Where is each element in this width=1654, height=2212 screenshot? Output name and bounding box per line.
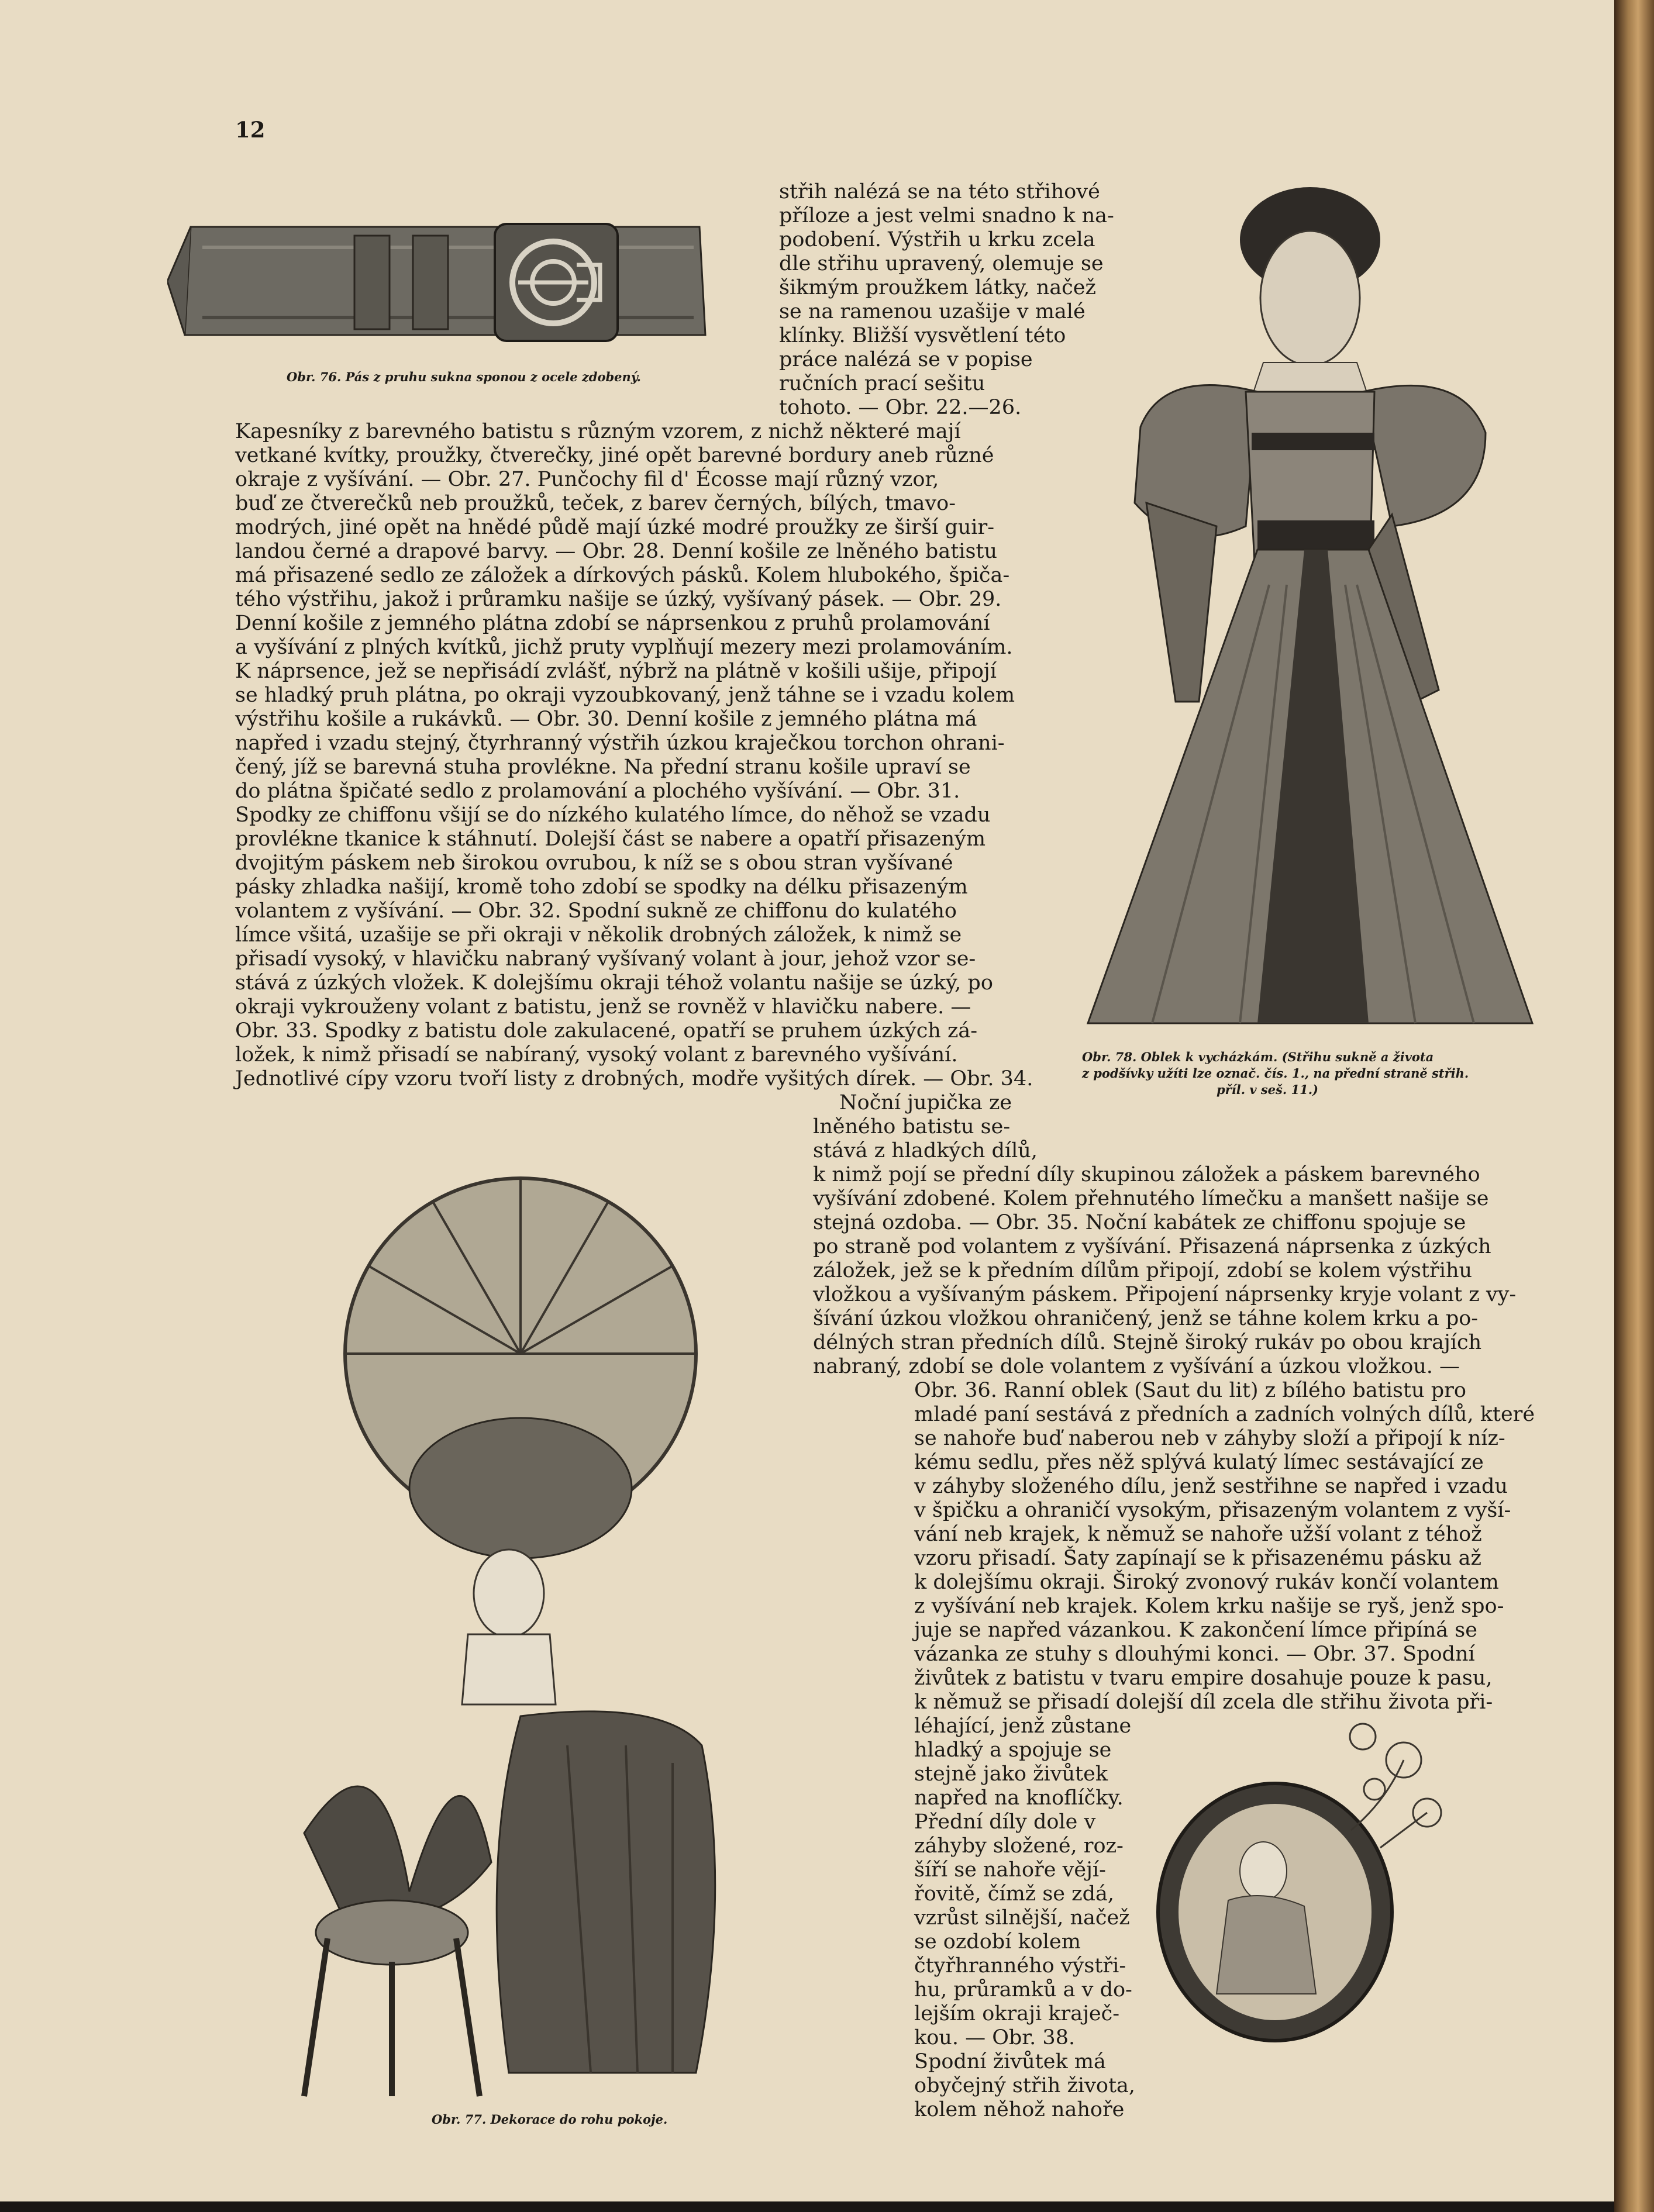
text-line: K náprsence, jež se nepřisádí zvlášť, nýbrž na plátně v košili ušije, připojí xyxy=(235,660,997,683)
text-line: k nimž pojí se přední díly skupinou záložek a páskem barevného xyxy=(813,1163,1480,1186)
text-line: ložek, k nimž přisadí se nabíraný, vysoký volant z barevného vyšívání. xyxy=(235,1043,958,1067)
text-line: délných stran předních dílů. Stejně široký rukáv po obou krajích xyxy=(813,1331,1482,1354)
text-line: volantem z vyšívání. — Obr. 32. Spodní sukně ze chiffonu do kulatého xyxy=(235,899,957,923)
text-line: Obr. 33. Spodky z batistu dole zakulacené, opatří se pruhem úzkých zá- xyxy=(235,1019,978,1043)
text-line: okraji vykrouženy volant z batistu, jenž se rovněž v hlavičku nabere. — xyxy=(235,995,971,1019)
caption-fig-78-line-1: Obr. 78. Oblek k vycházkám. (Střihu sukně a života xyxy=(1082,1050,1434,1064)
text-line: Přední díly dole v xyxy=(914,1810,1096,1834)
text-line: Obr. 36. Ranní oblek (Saut du lit) z bílého batistu pro xyxy=(914,1379,1466,1402)
text-line: pásky zhladka našijí, kromě toho zdobí se spodky na délku přisazeným xyxy=(235,875,968,899)
text-line: dvojitým páskem neb širokou ovrubou, k níž se s obou stran vyšívané xyxy=(235,851,953,875)
floral-vignette-illustration xyxy=(1129,1719,1456,2058)
text-line: kému sedlu, přes něž splývá kulatý límec sestávající ze xyxy=(914,1451,1484,1474)
text-line: léhající, jenž zůstane xyxy=(914,1714,1132,1738)
text-line: hu, průramků a v do- xyxy=(914,1978,1132,2002)
text-line: vzoru přisadí. Šaty zapínají se k přisazenému pásku až xyxy=(914,1547,1481,1570)
text-line: Spodní živůtek má xyxy=(914,2050,1106,2073)
text-line: buď ze čtverečků neb proužků, teček, z barev černých, bílých, tmavo- xyxy=(235,492,956,515)
text-line: modrých, jiné opět na hnědé půdě mají úzké modré proužky ze širší guir- xyxy=(235,516,995,539)
text-line: Noční jupička ze xyxy=(839,1091,1012,1114)
caption-fig-78-line-2: z podšívky užíti lze označ. čís. 1., na přední straně střih. xyxy=(1082,1066,1469,1081)
text-line: klínky. Bližší vysvětlení této xyxy=(779,324,1066,347)
text-line: v záhyby složeného dílu, jenž sestřihne se napřed i vzadu xyxy=(914,1475,1508,1498)
text-line: příloze a jest velmi snadno k na- xyxy=(779,204,1114,227)
text-line: výstřihu košile a rukávků. — Obr. 30. Denní košile z jemného plátna má xyxy=(235,708,977,731)
text-line: šívání úzkou vložkou ohraničený, jenž se táhne kolem krku a po- xyxy=(813,1307,1479,1330)
text-line: se nahoře buď naberou neb v záhyby složí a připojí k níz- xyxy=(914,1427,1505,1450)
text-line: Spodky ze chiffonu všijí se do nízkého kulatého límce, do něhož se vzadu xyxy=(235,803,991,827)
room-decoration-illustration xyxy=(216,1161,801,2111)
text-line: střih nalézá se na této střihové xyxy=(779,180,1100,203)
walking-dress-illustration xyxy=(1064,175,1544,1041)
text-line: se ozdobí kolem xyxy=(914,1930,1081,1954)
text-line: má přisazené sedlo ze záložek a dírkových pásků. Kolem hlubokého, špiča- xyxy=(235,564,1010,587)
text-line: záložek, jež se k předním dílům připojí, zdobí se kolem výstřihu xyxy=(813,1259,1473,1282)
text-line: landou černé a drapové barvy. — Obr. 28. Denní košile ze lněného batistu xyxy=(235,540,998,563)
text-line: hladký a spojuje se xyxy=(914,1738,1112,1762)
text-line: stejná ozdoba. — Obr. 35. Noční kabátek ze chiffonu spojuje se xyxy=(813,1211,1466,1234)
text-line: stává z úzkých vložek. K dolejšímu okraji téhož volantu našije se úzký, po xyxy=(235,971,993,995)
text-line: tého výstřihu, jakož i průramku našije se úzký, vyšívaný pásek. — Obr. 29. xyxy=(235,588,1002,611)
text-line: čený, jíž se barevná stuha provlékne. Na přední stranu košile upraví se xyxy=(235,755,971,779)
text-line: provlékne tkanice k stáhnutí. Dolejší část se nabere a opatří přisazeným xyxy=(235,827,986,851)
text-line: juje se napřed vázankou. K zakončení límce připíná se xyxy=(914,1619,1477,1642)
text-line: límce všitá, uzašije se při okraji v několik drobných záložek, k nimž se xyxy=(235,923,962,947)
text-line: napřed na knoflíčky. xyxy=(914,1786,1124,1810)
text-line: Kapesníky z barevného batistu s různým vzorem, z nichž některé mají xyxy=(235,420,961,443)
text-line: vzrůst silnější, načež xyxy=(914,1906,1130,1930)
text-line: k němuž se přisadí dolejší díl zcela dle střihu života při- xyxy=(914,1690,1493,1714)
binding-edge xyxy=(1614,0,1654,2212)
text-line: řovitě, čímž se zdá, xyxy=(914,1882,1114,1906)
page-number: 12 xyxy=(235,117,266,143)
text-line: kolem něhož nahoře xyxy=(914,2098,1125,2121)
text-line: stejně jako živůtek xyxy=(914,1762,1108,1786)
caption-fig-76: Obr. 76. Pás z pruhu sukna sponou z ocele zdobený. xyxy=(287,370,641,384)
text-line: živůtek z batistu v tvaru empire dosahuje pouze k pasu, xyxy=(914,1666,1493,1690)
caption-fig-78-line-3: příl. v seš. 11.) xyxy=(1217,1082,1318,1097)
text-line: lejším okraji kraječ- xyxy=(914,2002,1120,2025)
text-line: Jednotlivé cípy vzoru tvoří listy z drobných, modře vyšitých dírek. — Obr. 34. xyxy=(235,1067,1033,1091)
text-line: záhyby složené, roz- xyxy=(914,1834,1124,1858)
text-line: šikmým proužkem látky, načež xyxy=(779,276,1096,299)
text-line: vání neb krajek, k němuž se nahoře užší volant z téhož xyxy=(914,1523,1482,1546)
text-line: okraje z vyšívání. — Obr. 27. Punčochy fil d' Écosse mají různý vzor, xyxy=(235,468,939,491)
text-line: vetkané kvítky, proužky, čtverečky, jiné opět barevné bordury aneb různé xyxy=(235,444,994,467)
text-line: se na ramenou uzašije v malé xyxy=(779,300,1086,323)
text-line: lněného batistu se- xyxy=(813,1115,1011,1138)
caption-fig-77: Obr. 77. Dekorace do rohu pokoje. xyxy=(432,2112,668,2127)
text-line: napřed i vzadu stejný, čtyrhranný výstřih úzkou kraječkou torchon ohrani- xyxy=(235,731,1005,755)
text-line: Denní košile z jemného plátna zdobí se náprsenkou z pruhů prolamování xyxy=(235,612,990,635)
text-line: vyšívání zdobené. Kolem přehnutého límečku a manšett našije se xyxy=(813,1187,1489,1210)
text-line: stává z hladkých dílů, xyxy=(813,1139,1038,1162)
text-line: mladé paní sestává z předních a zadních volných dílů, které xyxy=(914,1403,1535,1426)
belt-illustration xyxy=(167,212,726,353)
text-line: nabraný, zdobí se dole volantem z vyšívání a úzkou vložkou. — xyxy=(813,1355,1460,1378)
scan-bottom-edge xyxy=(0,2201,1614,2212)
text-line: se hladký pruh plátna, po okraji vyzoubkovaný, jenž táhne se i vzadu kolem xyxy=(235,684,1015,707)
text-line: obyčejný střih života, xyxy=(914,2074,1136,2097)
text-line: dle střihu upravený, olemuje se xyxy=(779,252,1104,275)
text-line: z vyšívání neb krajek. Kolem krku našije se ryš, jenž spo- xyxy=(914,1595,1504,1618)
text-line: k dolejšímu okraji. Široký zvonový rukáv končí volantem xyxy=(914,1571,1499,1594)
text-line: ručních prací sešitu xyxy=(779,372,985,395)
text-line: vložkou a vyšívaným páskem. Připojení náprsenky kryje volant z vy- xyxy=(813,1283,1517,1306)
text-line: přisadí vysoký, v hlavičku nabraný vyšívaný volant à jour, jehož vzor se- xyxy=(235,947,976,971)
text-line: šíří se nahoře vějí- xyxy=(914,1858,1106,1882)
text-line: v špičku a ohraničí vysokým, přisazeným volantem z vyší- xyxy=(914,1499,1511,1522)
text-line: po straně pod volantem z vyšívání. Přisazená náprsenka z úzkých xyxy=(813,1235,1491,1258)
text-line: práce nalézá se v popise xyxy=(779,348,1033,371)
text-line: do plátna špičaté sedlo z prolamování a plochého vyšívání. — Obr. 31. xyxy=(235,779,960,803)
text-line: tohoto. — Obr. 22.—26. xyxy=(779,396,1022,419)
text-line: a vyšívání z plných kvítků, jichž pruty vyplňují mezery mezi prolamováním. xyxy=(235,636,1013,659)
text-line: vázanka ze stuhy s dlouhými konci. — Obr. 37. Spodní xyxy=(914,1642,1475,1666)
text-line: kou. — Obr. 38. xyxy=(914,2026,1076,2049)
text-line: podobení. Výstřih u krku zcela xyxy=(779,228,1095,251)
text-line: čtyřhranného výstři- xyxy=(914,1954,1126,1978)
